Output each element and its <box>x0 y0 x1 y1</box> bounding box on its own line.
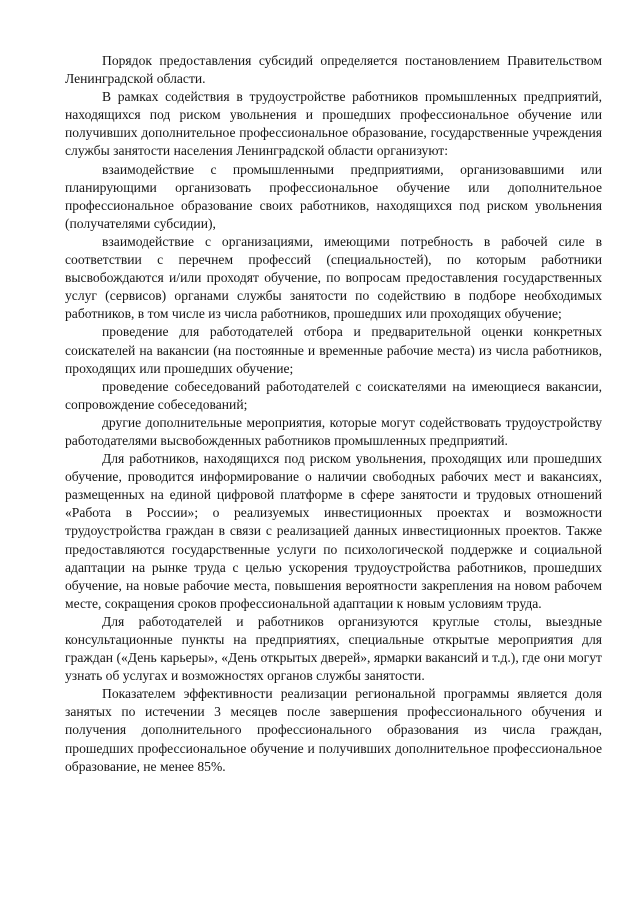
paragraph-interaction-organizations: взаимодействие с организациями, имеющими потребность в рабочей силе в соответствии с перечнем профессий (специальностей), по которым работники высвобождаются и/или проходят обучение, по вопросам предоставления государственных услуг (сервисов) органами службы занятости по содействию в подборе необходимых работников, в том числе из числа работников, прошедших или проходящих обучение; <box>65 233 602 322</box>
paragraph-other-measures: другие дополнительные мероприятия, которые могут содействовать трудоустройству работодателями высвобожденных работников промышленных предприятий. <box>65 414 602 448</box>
paragraph-effectiveness-indicator: Показателем эффективности реализации региональной программы является доля занятых по истечении 3 месяцев после завершения профессионального обучения и получения дополнительного профессионального образования из числа граждан, прошедших профессиональное обучение и получивших дополнительное профессиональное образование, не менее 85%. <box>65 686 602 774</box>
paragraph-worker-information: Для работников, находящихся под риском увольнения, проходящих или прошедших обучение, проводится информирование о наличии свободных рабочих мест и вакансиях, размещенных на единой цифровой платформе в сфере занятости и трудовых отношений «Работа в России»; о реализуемых инвестиционных проектах и возможности трудоустройства граждан в связи с реализацией данных инвестиционных проектов. Также предоставляются государственные услуги по психологической поддержке и социальной адаптации на рынке труда с целью ускорения трудоустройства работников, прошедших обучение, на новые рабочие места, повышения вероятности закрепления на новом рабочем месте, сокращения сроков профессиональной адаптации к новым условиям труда. <box>65 451 602 611</box>
paragraph-candidate-selection: проведение для работодателей отбора и предварительной оценки конкретных соискателей на вакансии (на постоянные и временные рабочие места) из числа работников, проходящих или прошедших обучение; <box>65 324 602 376</box>
paragraph-employment-assistance-intro: В рамках содействия в трудоустройстве работников промышленных предприятий, находящихся под риском увольнения и прошедших профессиональное обучение или получивших дополнительное профессиональное образование, государственные учреждения службы занятости населения Ленинградской области организуют: <box>65 89 602 159</box>
paragraph-subsidy-procedure: Порядок предоставления субсидий определяется постановлением Правительством Ленинградской области. <box>65 53 602 87</box>
paragraph-events: Для работодателей и работников организуются круглые столы, выездные консультационные пункты на предприятиях, специальные открытые мероприятия для граждан («День карьеры», «День открытых дверей», ярмарки вакансий и т.д.), где они могут узнать об услугах и возможностях органов службы занятости. <box>65 613 602 684</box>
paragraph-interaction-enterprises: взаимодействие с промышленными предприятиями, организовавшими или планирующими организовать профессиональное обучение или дополнительное профессиональное образование своих работников, находящихся под риском увольнения (получателями субсидии), <box>65 161 602 231</box>
document-body <box>65 52 602 776</box>
paragraph-interviews: проведение собеседований работодателей с соискателями на имеющиеся вакансии, сопровождение собеседований; <box>65 378 602 412</box>
